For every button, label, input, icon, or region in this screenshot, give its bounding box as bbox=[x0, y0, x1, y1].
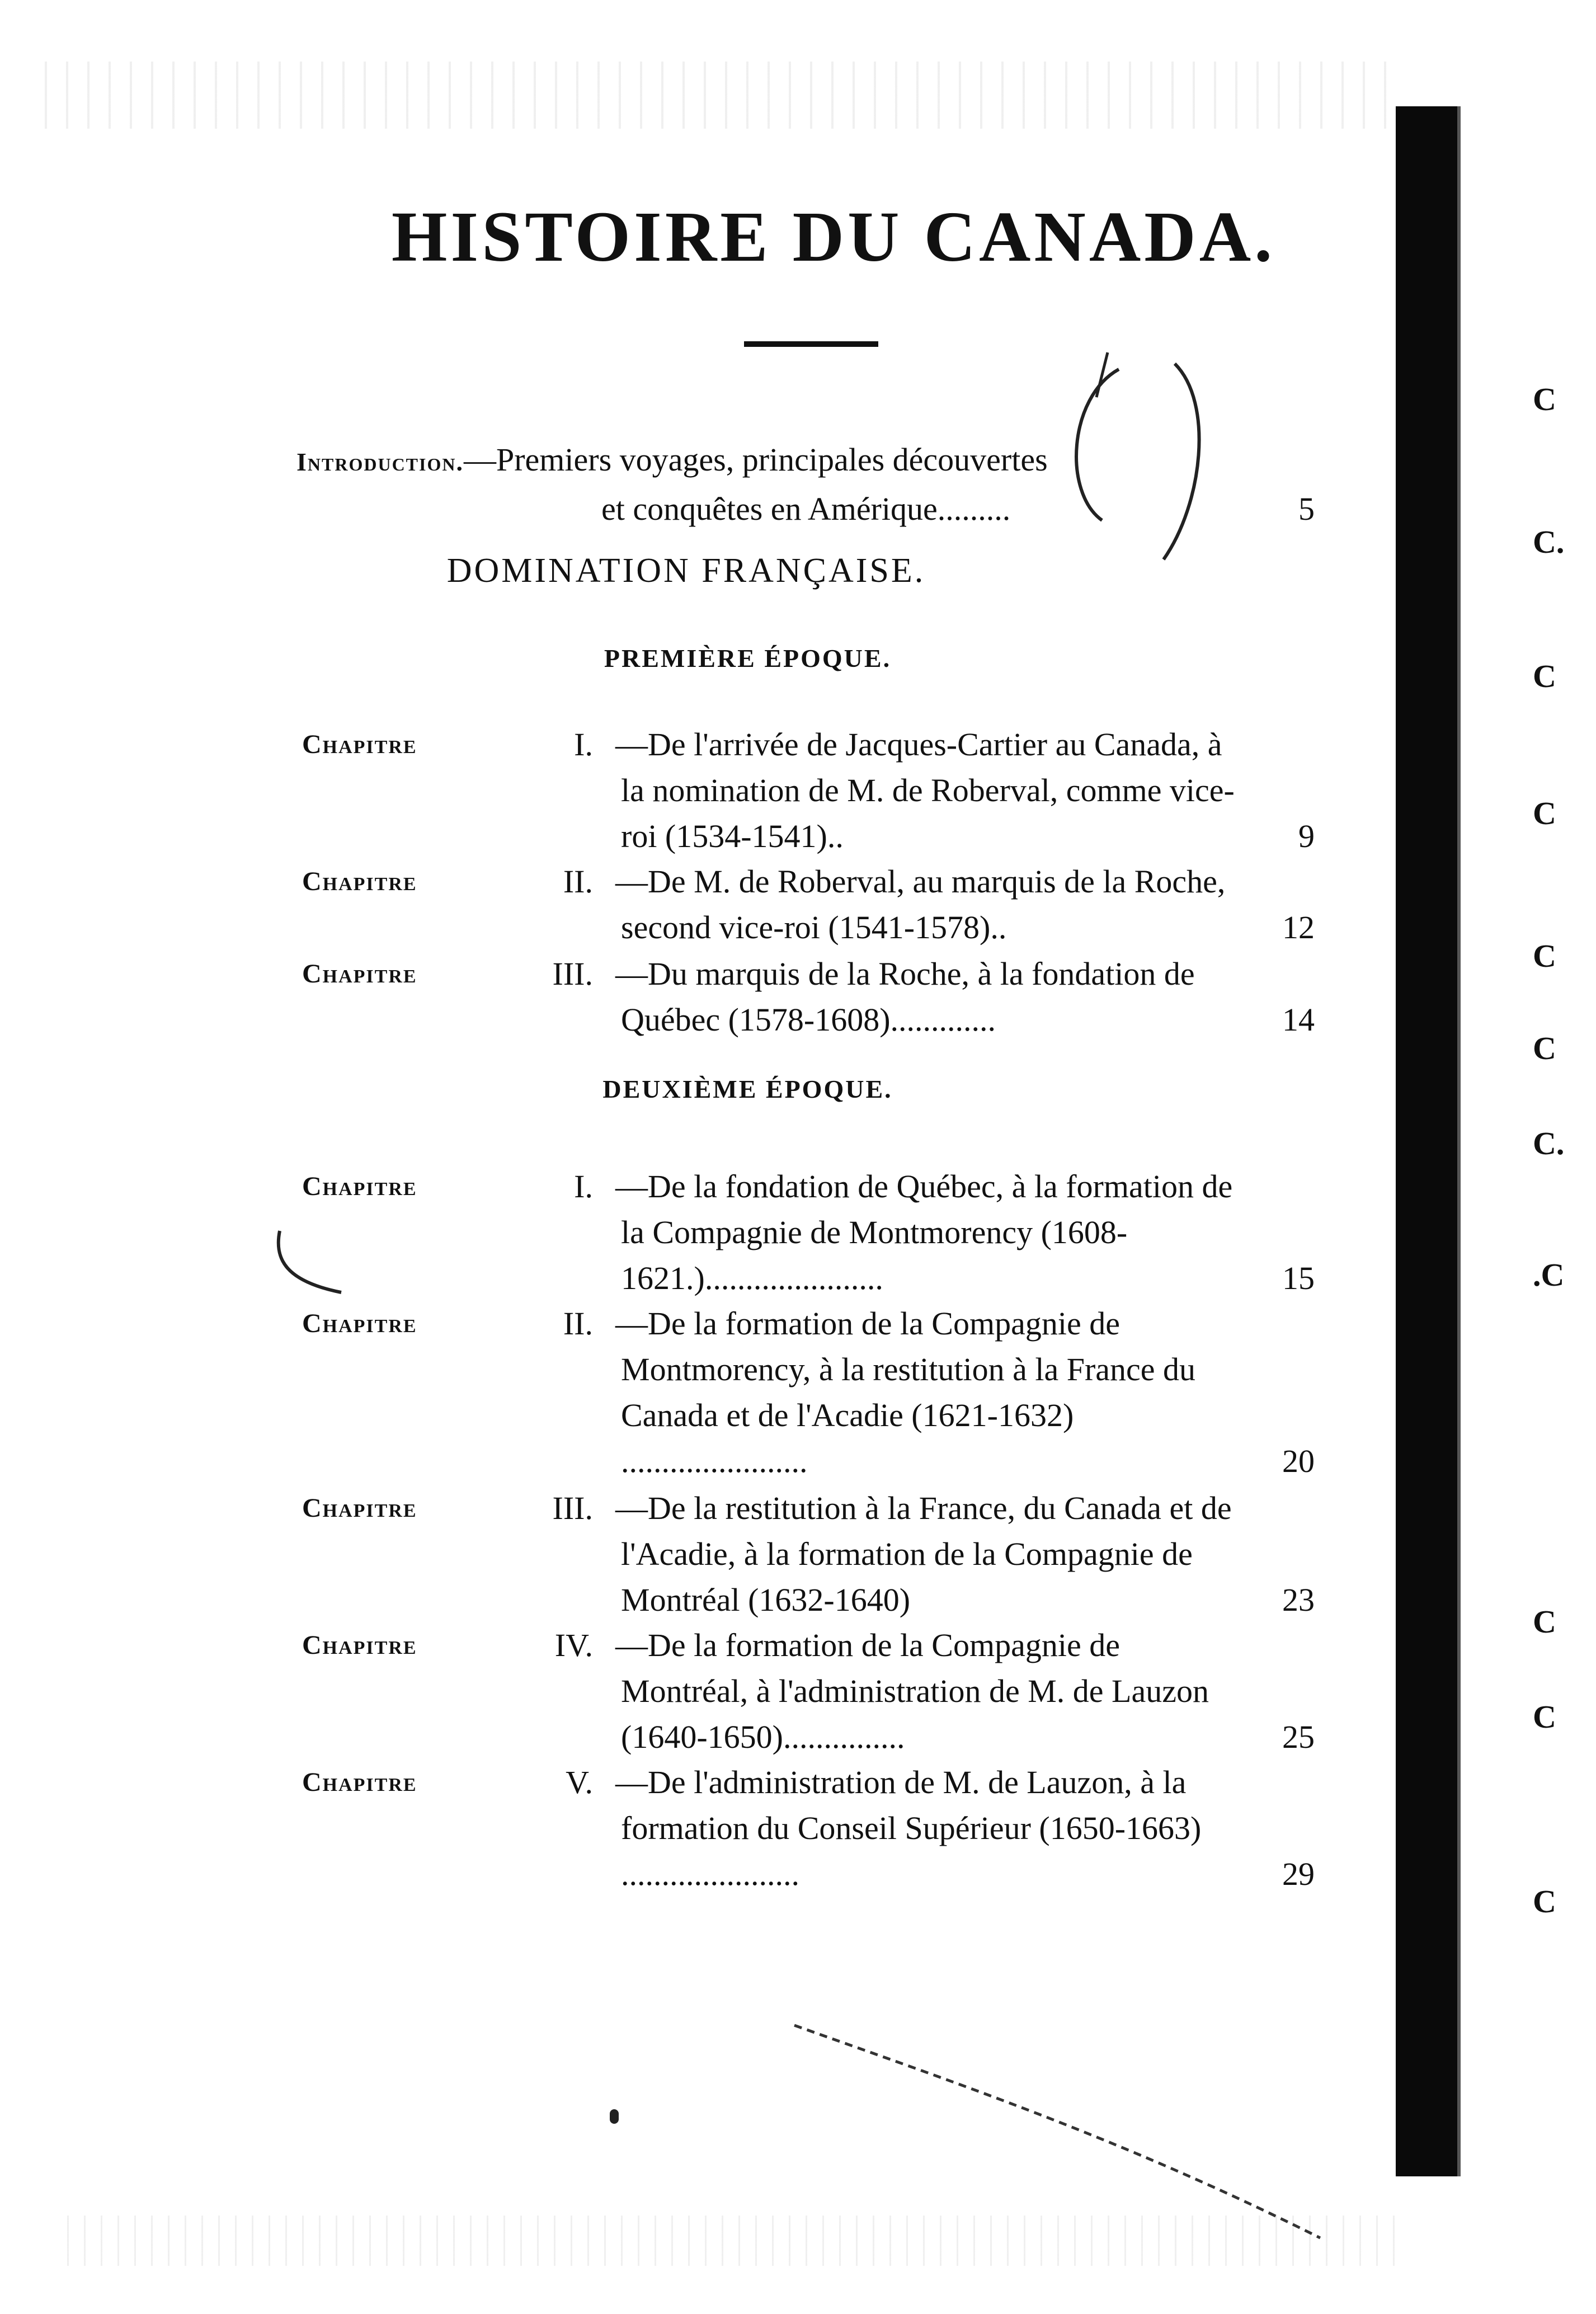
epoque-heading-2: DEUXIÈME ÉPOQUE. bbox=[602, 1075, 893, 1103]
chapter-number: I. bbox=[574, 1168, 593, 1205]
adjacent-page-letter: C bbox=[1533, 1030, 1556, 1066]
adjacent-page-letter: C bbox=[1533, 1699, 1556, 1735]
chapter-page: 9 bbox=[1298, 818, 1315, 854]
pencil-bracket-mark bbox=[1035, 336, 1236, 582]
chapter-entry bbox=[302, 1164, 1315, 1301]
chapter-entry bbox=[302, 722, 1315, 859]
chapter-entry bbox=[302, 951, 1315, 1043]
adjacent-page-letter: C bbox=[1533, 795, 1556, 831]
epoque-heading-1: PREMIÈRE ÉPOQUE. bbox=[604, 644, 892, 672]
chapter-number: V. bbox=[566, 1764, 593, 1800]
chapter-text: —De l'administration de M. de Lauzon, à la formation du Conseil Supérieur (1650-1663) ...................... bbox=[615, 1764, 1202, 1892]
pencil-stroke-mark bbox=[783, 2014, 1343, 2249]
chapter-entry bbox=[302, 1485, 1315, 1623]
chapter-page: 25 bbox=[1282, 1719, 1315, 1755]
adjacent-page-letter: C bbox=[1533, 381, 1556, 417]
chapter-label: Chapitre bbox=[302, 1172, 417, 1201]
chapter-text: —De la restitution à la France, du Canada et de l'Acadie, à la formation de la Compagnie de Montréal (1632-1640) bbox=[615, 1490, 1232, 1618]
chapter-entry bbox=[302, 859, 1315, 951]
chapter-entry bbox=[302, 1622, 1315, 1760]
chapter-text: —De l'arrivée de Jacques-Cartier au Canada, à la nomination de M. de Roberval, comme vice-roi (1534-1541).. bbox=[615, 726, 1235, 854]
chapter-text: —De la formation de la Compagnie de Montréal, à l'administration de M. de Lauzon (1640-1650)............... bbox=[615, 1627, 1209, 1755]
chapter-number: I. bbox=[574, 726, 593, 763]
introduction-text-line1: —Premiers voyages, principales découvertes bbox=[463, 441, 1048, 478]
page-gutter-shadow bbox=[1396, 106, 1457, 2176]
chapter-text: —De la formation de la Compagnie de Montmorency, à la restitution à la France du Canada et de l'Acadie (1621-1632) ....................... bbox=[615, 1305, 1196, 1479]
chapter-label: Chapitre bbox=[302, 1767, 417, 1797]
chapter-entry bbox=[302, 1760, 1315, 1897]
chapter-label: Chapitre bbox=[302, 1630, 417, 1660]
chapter-page: 20 bbox=[1282, 1443, 1315, 1479]
chapter-number: III. bbox=[552, 956, 593, 992]
page-title: HISTOIRE DU CANADA. bbox=[391, 197, 1276, 276]
chapter-text: —De la fondation de Québec, à la formation de la Compagnie de Montmorency (1608-1621.)...................... bbox=[615, 1168, 1233, 1296]
introduction-page: 5 bbox=[1298, 491, 1315, 527]
chapter-page: 12 bbox=[1282, 909, 1315, 946]
chapter-label: Chapitre bbox=[302, 730, 417, 759]
page-gutter-edge bbox=[1457, 106, 1461, 2176]
chapter-page: 29 bbox=[1282, 1856, 1315, 1892]
chapter-page: 14 bbox=[1282, 1001, 1315, 1038]
chapter-text: —Du marquis de la Roche, à la fondation de Québec (1578-1608)............. bbox=[615, 956, 1195, 1038]
ink-speck bbox=[610, 2109, 619, 2124]
chapter-label: Chapitre bbox=[302, 1493, 417, 1523]
pencil-tick-mark bbox=[269, 1225, 358, 1304]
chapter-page: 23 bbox=[1282, 1582, 1315, 1618]
chapter-number: II. bbox=[563, 1305, 593, 1342]
chapter-entry bbox=[302, 1301, 1315, 1484]
chapter-number: II. bbox=[563, 863, 593, 900]
adjacent-page-letter: C bbox=[1533, 658, 1556, 694]
chapter-page: 15 bbox=[1282, 1260, 1315, 1296]
adjacent-page-letter: C bbox=[1533, 1883, 1556, 1920]
adjacent-page-letter: C. bbox=[1533, 524, 1565, 560]
adjacent-page-letter: C bbox=[1533, 938, 1556, 974]
adjacent-page-letter: C. bbox=[1533, 1125, 1565, 1161]
title-rule bbox=[744, 341, 878, 347]
chapter-text: —De M. de Roberval, au marquis de la Roche, second vice-roi (1541-1578).. bbox=[615, 863, 1226, 946]
introduction-label: Introduction. bbox=[296, 448, 464, 476]
chapter-number: IV. bbox=[554, 1627, 593, 1663]
chapter-label: Chapitre bbox=[302, 1309, 417, 1338]
adjacent-page-letter: C bbox=[1533, 1603, 1556, 1640]
chapter-number: III. bbox=[552, 1490, 593, 1526]
domination-heading: DOMINATION FRANÇAISE. bbox=[446, 552, 926, 590]
adjacent-page-letter: .C bbox=[1533, 1257, 1565, 1293]
chapter-label: Chapitre bbox=[302, 867, 417, 896]
chapter-label: Chapitre bbox=[302, 959, 417, 989]
introduction-text-line2: et conquêtes en Amérique......... bbox=[601, 491, 1011, 527]
scan-noise-top bbox=[45, 62, 1387, 129]
